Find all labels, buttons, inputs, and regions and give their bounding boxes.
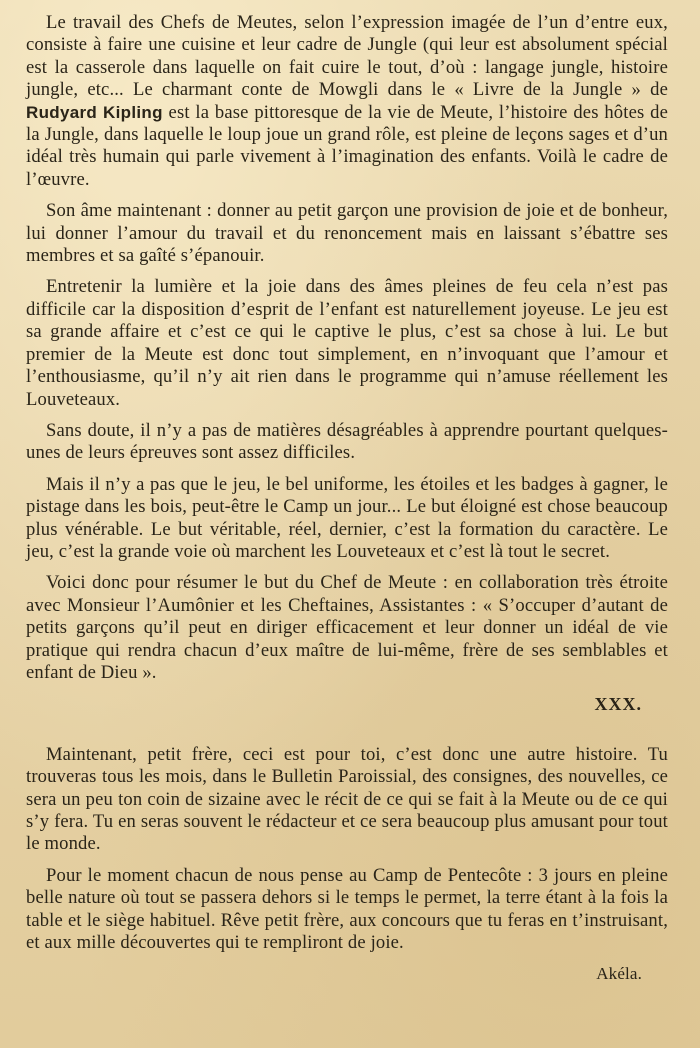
section-gap <box>26 716 668 744</box>
paragraph-ame: Son âme maintenant : donner au petit garçon une provision de joie et de bonheur, lui donner l’amour du travail et du renoncement mais en laissant s’ébattre ses membres et sa gaîté s’épanouir. <box>26 200 668 267</box>
signature-xxx: XXX. <box>594 694 642 715</box>
paragraph-jungle-intro-after: est la base pittoresque de la vie de Meute, l’histoire des hôtes de la Jungle, dans laquelle le loup joue un grand rôle, est pleine de leçons sages et d’un idéal très humain qui parle vivement à l’imagination des enfants. Voilà le cadre de l’œuvre. <box>26 101 668 190</box>
author-name: Rudyard Kipling <box>26 102 163 122</box>
paragraph-lumiere: Entretenir la lumière et la joie dans des âmes pleines de feu cela n’est pas difficile car la disposition d’esprit de l’enfant est naturellement joyeuse. Le jeu est sa grande affaire et c’est ce qui le captive le plus, c’est sa chose à lui. Le but premier de la Meute est donc tout simplement, en n’invoquant que l’amour et l’enthousiasme, qu’il n’y ait rien dans le programme qui n’amuse réellement les Louveteaux. <box>26 276 668 410</box>
signature-akela: Akéla. <box>596 964 642 984</box>
paragraph-mais: Mais il n’y a pas que le jeu, le bel uniforme, les étoiles et les badges à gagner, le pistage dans les bois, peut-être le Camp un jour... Le but éloigné est chose beaucoup plus vénérable. Le but véritable, réel, dernier, c’est la formation du caractère. Le jeu, c’est la grande voie où marchent les Louveteaux et c’est là tout le secret. <box>26 473 668 562</box>
paragraph-voici: Voici donc pour résumer le but du Chef de Meute : en collaboration très étroite avec Monsieur l’Aumônier et les Cheftaines, Assistantes : « S’occuper d’autant de petits garçons qu’il peut en diriger efficacement et leur donner un idéal de vie pratique qui rendra chacun d’eux maître de lui-même, frère de ses semblables et enfant de Dieu ». <box>26 572 668 683</box>
paragraph-sans-doute: Sans doute, il n’y a pas de matières désagréables à apprendre pourtant quelques-unes de leurs épreuves sont assez difficiles. <box>26 419 668 464</box>
paragraph-pentecote: Pour le moment chacun de nous pense au Camp de Pentecôte : 3 jours en pleine belle nature où tout se passera dehors si le temps le permet, la terre étant à la fois la table et le siège habituel. Rêve petit frère, aux concours que tu feras en t’instruisant, et aux mille découvertes qui te rempliront de joie. <box>26 864 668 954</box>
document-page <box>26 12 668 1042</box>
paragraph-jungle-intro-before: Le travail des Chefs de Meutes, selon l’expression imagée de l’un d’entre eux, consiste à faire une cuisine et leur cadre de Jungle (qui leur est absolument spécial est la casserole dans laquelle on fait cuire le tout, d’où : langage jungle, histoire jungle, etc... Le charmant conte de Mowgli dans le « Livre de la Jungle » de <box>26 12 668 101</box>
paragraph-maintenant: Maintenant, petit frère, ceci est pour toi, c’est donc une autre histoire. Tu trouveras tous les mois, dans le Bulletin Paroissial, des consignes, des nouvelles, ce sera un peu ton coin de sizaine avec le récit de ce qui se fait à la Meute ou de ce qui s’y fera. Tu en seras souvent le rédacteur et ce sera beaucoup plus amusant pour tout le monde. <box>26 743 668 855</box>
paragraph-jungle-intro <box>26 12 668 191</box>
